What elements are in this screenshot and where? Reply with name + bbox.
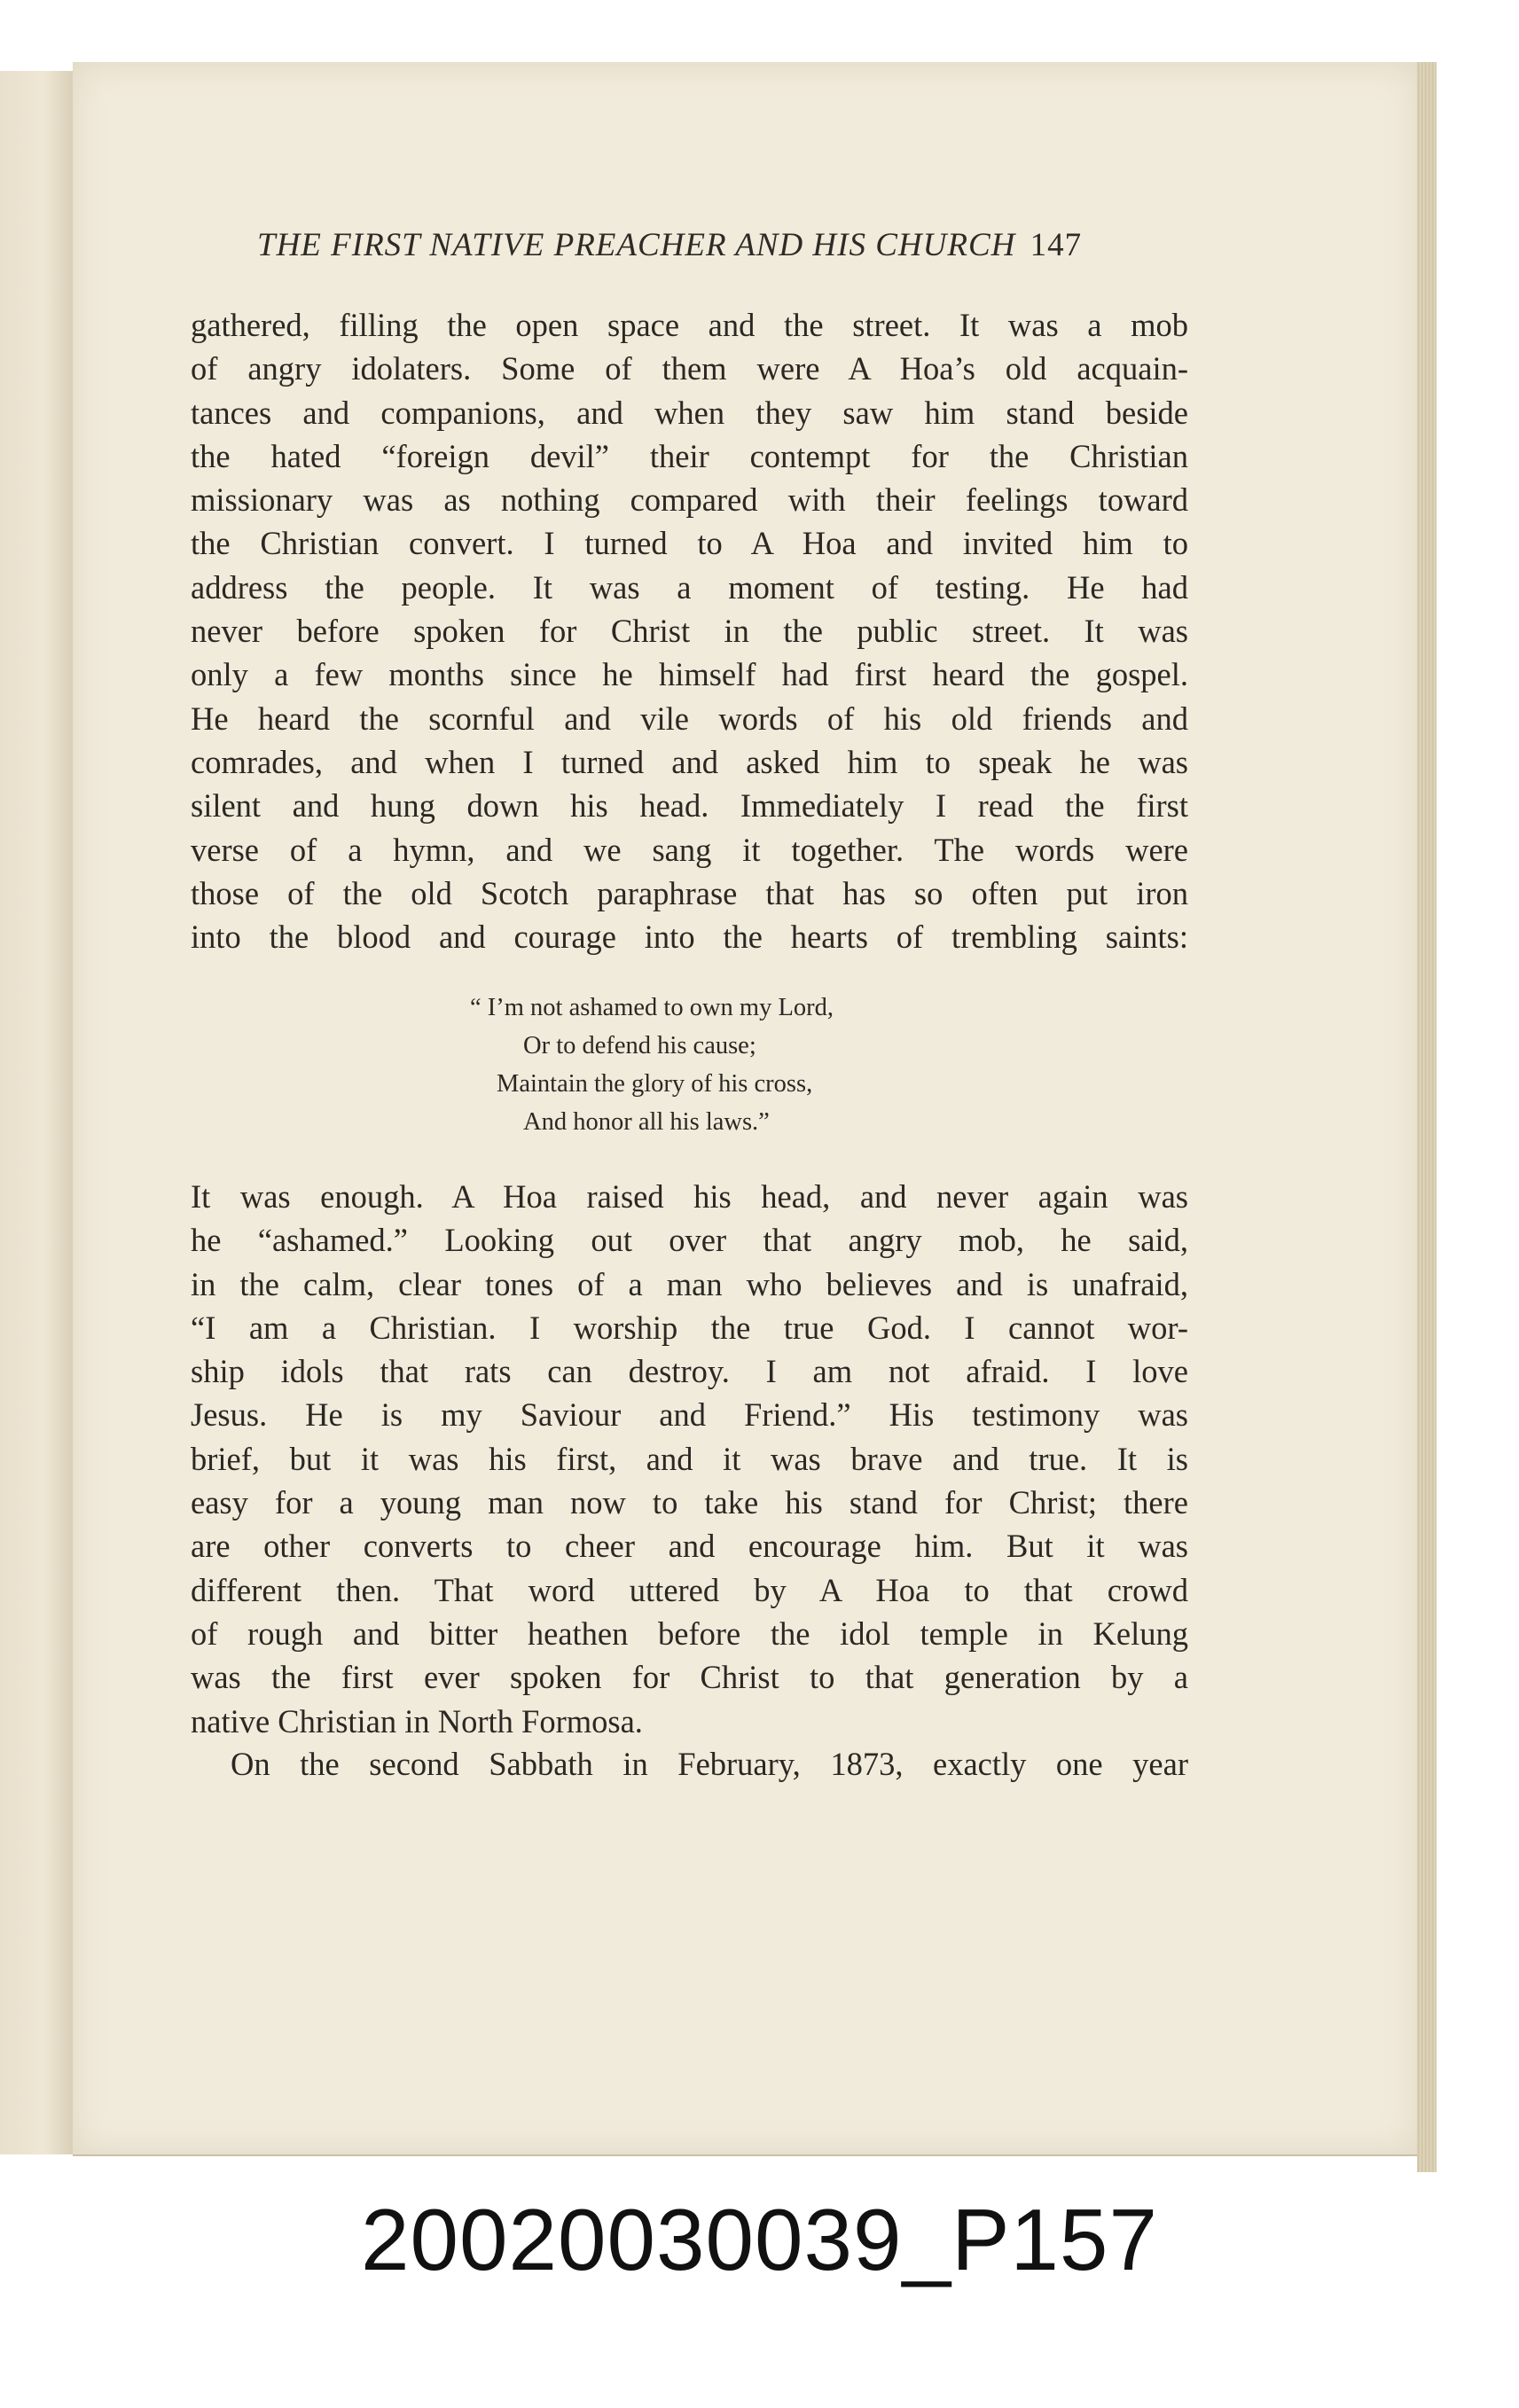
text-line: the Christian convert. I turned to A Hoa and invited him to bbox=[191, 525, 1188, 562]
text-line: are other converts to cheer and encourage him. But it was bbox=[191, 1528, 1188, 1565]
text-line: missionary was as nothing compared with their feelings toward bbox=[191, 481, 1188, 519]
text-line: never before spoken for Christ in the public street. It was bbox=[191, 613, 1188, 650]
text-line: He heard the scornful and vile words of his old friends and bbox=[191, 700, 1188, 737]
page-stack-edge bbox=[1417, 62, 1437, 2172]
text-line: those of the old Scotch paraphrase that has so often put iron bbox=[191, 874, 1188, 911]
text-line: gathered, filling the open space and the street. It was a mob bbox=[191, 307, 1188, 343]
text-line: ship idols that rats can destroy. I am not afraid. I love bbox=[191, 1353, 1188, 1390]
text-line: of rough and bitter heathen before the idol temple in Kelung bbox=[191, 1614, 1188, 1652]
text-line: It was enough. A Hoa raised his head, and never again was bbox=[191, 1178, 1188, 1215]
text-line: Jesus. He is my Saviour and Friend.” His testimony was bbox=[191, 1396, 1188, 1434]
verse-line: And honor all his laws.” bbox=[523, 1108, 770, 1136]
text-line: silent and hung down his head. Immediately I read the first bbox=[191, 787, 1188, 825]
text-line: address the people. It was a moment of testing. He had bbox=[191, 568, 1188, 606]
text-line: native Christian in North Formosa. bbox=[191, 1702, 643, 1740]
text-line: into the blood and courage into the hearts of trembling saints: bbox=[191, 919, 1188, 956]
verse-line: Maintain the glory of his cross, bbox=[497, 1070, 813, 1098]
scanned-page-image bbox=[0, 62, 1437, 2163]
text-line: brief, but it was his first, and it was brave and true. It is bbox=[191, 1440, 1188, 1477]
text-line: different then. That word uttered by A Hoa to that crowd bbox=[191, 1571, 1188, 1608]
text-line: “I am a Christian. I worship the true God. I cannot wor- bbox=[191, 1309, 1188, 1346]
text-line: was the first ever spoken for Christ to that generation by a bbox=[191, 1659, 1188, 1696]
running-head bbox=[257, 226, 1188, 264]
text-line: of angry idolaters. Some of them were A Hoa’s old acquain- bbox=[191, 350, 1188, 387]
text-line: easy for a young man now to take his stand for Christ; there bbox=[191, 1484, 1188, 1521]
paragraph-3 bbox=[191, 1742, 1188, 1786]
text-line: the hated “foreign devil” their contempt for the Christian bbox=[191, 437, 1188, 474]
hymn-verse bbox=[470, 989, 949, 1141]
verse-line: Or to defend his cause; bbox=[523, 1032, 756, 1059]
paragraph-2 bbox=[191, 1175, 1188, 1743]
text-line: comrades, and when I turned and asked him to speak he was bbox=[191, 743, 1188, 780]
previous-page-edge bbox=[0, 71, 75, 2154]
running-head-title: THE FIRST NATIVE PREACHER AND HIS CHURCH bbox=[257, 227, 1016, 263]
text-line: he “ashamed.” Looking out over that angry mob, he said, bbox=[191, 1222, 1188, 1259]
text-line: verse of a hymn, and we sang it together. The words were bbox=[191, 831, 1188, 868]
image-caption: 20020030039_P157 bbox=[361, 2191, 1158, 2288]
text-line: only a few months since he himself had first heard the gospel. bbox=[191, 656, 1188, 693]
page-number: 147 bbox=[1030, 227, 1083, 263]
text-line: On the second Sabbath in February, 1873, exactly one year bbox=[231, 1746, 1188, 1782]
verse-line: “ I’m not ashamed to own my Lord, bbox=[470, 994, 834, 1021]
paragraph-1 bbox=[191, 303, 1188, 958]
text-line: in the calm, clear tones of a man who believes and is unafraid, bbox=[191, 1265, 1188, 1302]
text-line: tances and companions, and when they saw him stand beside bbox=[191, 394, 1188, 431]
